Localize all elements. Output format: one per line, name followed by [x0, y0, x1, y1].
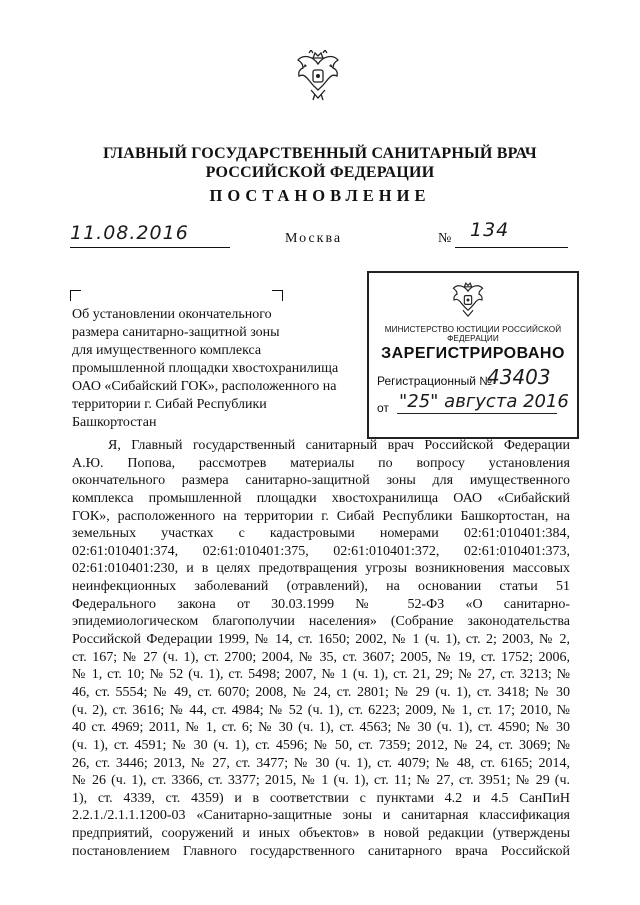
document-date: 11.08.2016 — [70, 222, 189, 244]
number-label: № — [438, 231, 452, 246]
subject-corner-right — [272, 290, 283, 301]
subject-line: Башкортостан — [72, 415, 157, 430]
stamp-from-label: от — [377, 401, 389, 415]
authority-line-1: ГЛАВНЫЙ ГОСУДАРСТВЕННЫЙ САНИТАРНЫЙ ВРАЧ — [103, 145, 537, 162]
body-line: 40 ст. 4969; 2011, № 1, ст. 6; № 30 (ч. 1), ст. 4563; № 30 (ч. 1), ст. 4590; № 30 — [72, 720, 570, 736]
state-emblem-icon — [295, 50, 341, 102]
body-line: Федерального закона от 30.03.1999 № 52-ФЗ «О санитарно- — [72, 596, 570, 612]
body-line: ст. 167; № 27 (ч. 1), ст. 2700; 2004, № 35, ст. 3607; 2005, № 19, ст. 1752; 2006, — [72, 649, 570, 665]
city: Москва — [285, 231, 343, 246]
body-line: (ч. 1), ст. 4591; № 30 (ч. 1), ст. 4596; № 50, ст. 7359; 2012, № 24, ст. 3069; № — [72, 737, 570, 753]
authority-line-2: РОССИЙСКОЙ ФЕДЕРАЦИИ — [205, 164, 435, 181]
body-line: № 26 (ч. 1), ст. 3366, ст. 3377; 2015, № 1 (ч. 1), ст. 11; № 27, ст. 3951; № 29 (ч. — [72, 773, 570, 789]
stamp-emblem-icon — [451, 281, 485, 319]
subject-line: для имущественного комплекса — [72, 343, 262, 358]
body-line: окончательного размера санитарно-защитной зоны для имущественного — [72, 473, 570, 489]
body-line: 02:61:010401:230, и в целях предотвращения угрозы возникновения массовых — [72, 561, 570, 577]
body-line: № 1, ст. 10; № 52 (ч. 1), ст. 5498; 2007, № 1 (ч. 1), ст. 21, 29; № 27, ст. 3213; № — [72, 667, 570, 683]
subject-corner-left — [70, 290, 81, 301]
stamp-reg-number-label: Регистрационный № — [377, 374, 493, 388]
body-line: 1), ст. 4339, ст. 4359) и в соответствии с пунктами 4.2 и 4.5 СанПиН — [72, 790, 570, 806]
body-line: постановлением Главного государственного санитарного врача Российской — [72, 843, 570, 859]
subject-line: территории г. Сибай Республики — [72, 397, 267, 412]
stamp-date-underline — [397, 413, 557, 414]
document-number: 134 — [470, 219, 510, 241]
stamp-reg-number: 43403 — [487, 365, 551, 389]
body-line: предприятий, сооружений и иных объектов» в новой редакции (утверждены — [72, 826, 570, 842]
subject-line: промышленной площадки хвостохранилища — [72, 361, 339, 376]
body-line: эпидемиологическом благополучии населения» (Собрание законодательства — [72, 614, 570, 630]
body-line: 46, ст. 5554; № 49, ст. 6070; 2008, № 24, ст. 2801; № 29 (ч. 1), ст. 3418; № 30 — [72, 684, 570, 700]
stamp-ministry-name: МИНИСТЕРСТВО ЮСТИЦИИ РОССИЙСКОЙ ФЕДЕРАЦИИ — [384, 325, 562, 343]
body-line: земельных участках с кадастровыми номерами 02:61:010401:384, — [72, 526, 570, 542]
body-line: 26, ст. 3446; 2013, № 27, ст. 3477; № 30 (ч. 1), ст. 4079; № 48, ст. 6165; 2014, — [72, 755, 570, 771]
document-type: ПОСТАНОВЛЕНИЕ — [209, 186, 431, 205]
body-line: неинфекционных заболеваний (отравлений), на основании статьи 51 — [72, 579, 570, 595]
body-line: А.Ю. Попова, рассмотрев материалы по вопросу установления — [72, 455, 570, 471]
subject-line: ОАО «Сибайский ГОК», расположенного на — [72, 379, 337, 394]
body-line: Я, Главный государственный санитарный врач Российской Федерации — [108, 438, 570, 453]
stamp-reg-date: "25" августа 2016 — [399, 391, 569, 412]
body-line: Российской Федерации 1999, № 14, ст. 1650; 2002, № 1 (ч. 1), ст. 2; 2003, № 2, — [72, 632, 570, 648]
issuing-authority — [0, 144, 640, 182]
subject-line: Об установлении окончательного — [72, 307, 272, 322]
stamp-registered-label: ЗАРЕГИСТРИРОВАНО — [381, 345, 565, 362]
body-text — [72, 437, 570, 860]
registration-stamp — [367, 271, 579, 439]
subject-line: размера санитарно-защитной зоны — [72, 325, 280, 340]
body-line: 02:61:010401:374, 02:61:010401:375, 02:61:010401:372, 02:61:010401:373, — [72, 543, 570, 559]
body-line: (ч. 2), ст. 3616; № 44, ст. 4984; № 52 (ч. 1), ст. 6223; 2009, № 1, ст. 17; 2010, № — [72, 702, 570, 718]
body-line: 2.2.1./2.1.1.1200-03 «Санитарно-защитные зоны и санитарная классификация — [72, 808, 570, 824]
body-line: комплекса промышленной площадки хвостохранилища ОАО «Сибайский — [72, 490, 570, 506]
body-line: ГОК», расположенного на территории г. Сибай Республики Башкортостан, на — [72, 508, 570, 524]
subject-block — [72, 306, 342, 432]
